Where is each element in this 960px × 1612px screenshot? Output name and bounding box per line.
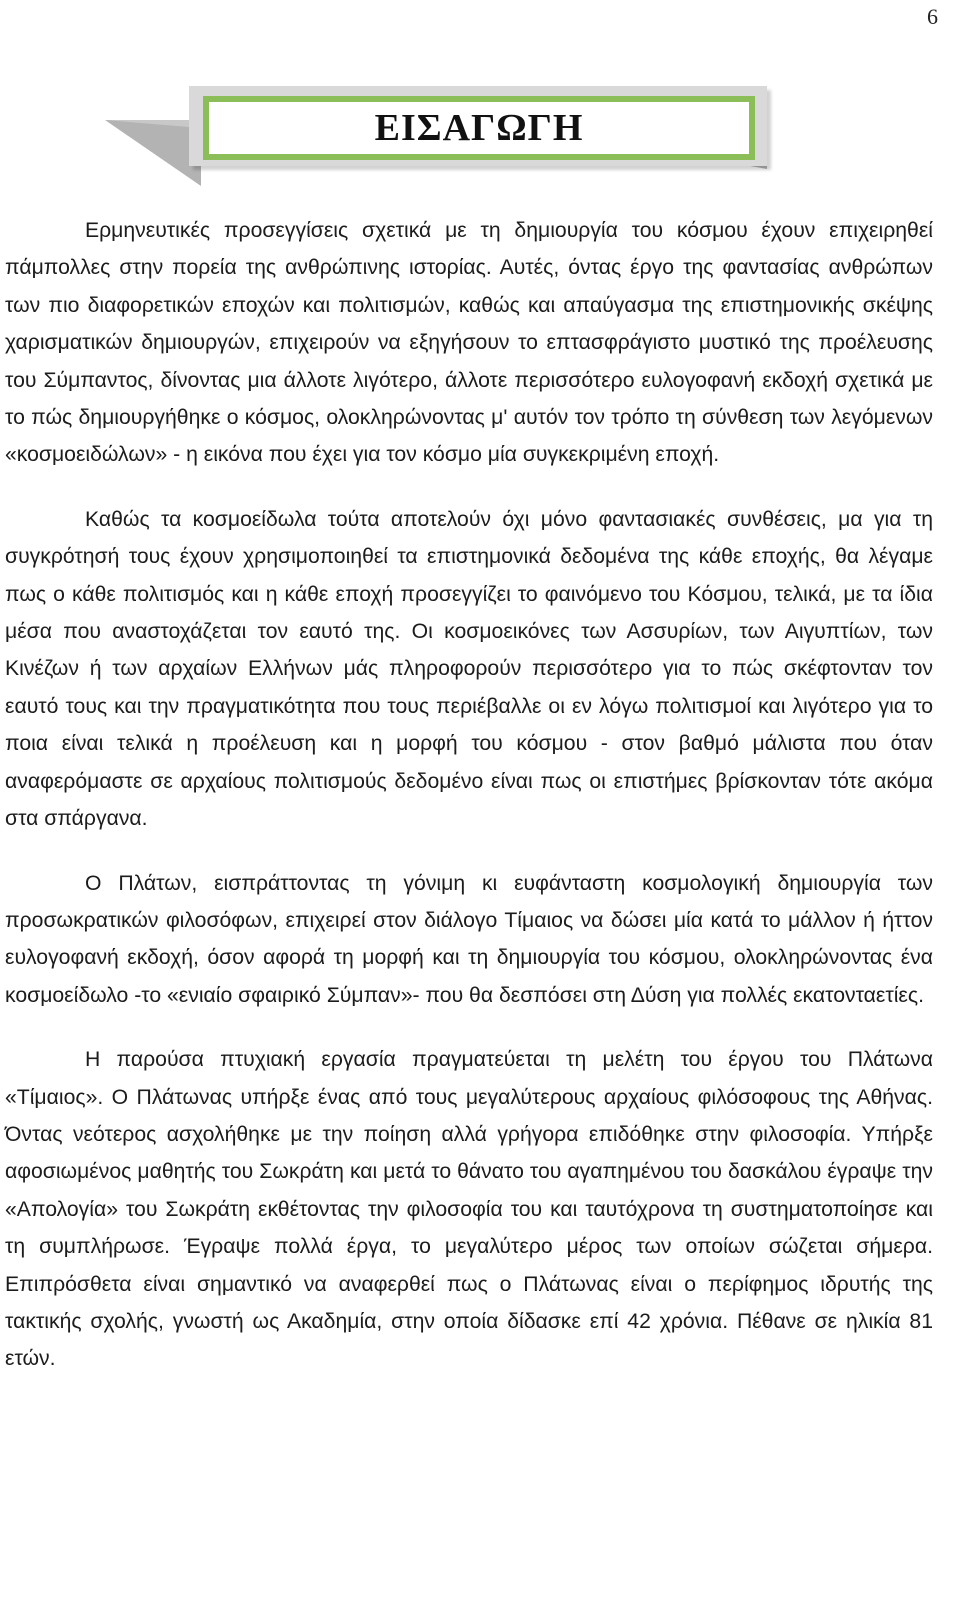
heading-inner-frame <box>203 96 755 160</box>
chapter-heading <box>105 86 795 186</box>
page-number: 6 <box>927 4 938 29</box>
paragraph-2: Καθώς τα κοσμοείδωλα τούτα αποτελούν όχι μόνο φαντασιακές συνθέσεις, μα για τη συγκρότησή τους έχουν χρησιμοποιηθεί τα επιστημονικά δεδομένα της κάθε εποχής, θα λέγαμε πως ο κάθε πολιτισμός και η κάθε εποχή προσεγγίζει το φαινόμενο του Κόσμου, τελικά, με τα ίδια μέσα που αναστοχάζεται τον εαυτό της. Οι κοσμοεικόνες των Ασσυρίων, των Αιγυπτίων, των Κινέζων ή των αρχαίων Ελλήνων μάς πληροφορούν περισσότερο για το πώς σκέφτονταν τον εαυτό τους και την πραγματικότητα που τους περιέβαλλε οι εν λόγω πολιτισμοί και λιγότερο για το ποια είναι τελικά η προέλευση και η μορφή του κόσμου - στον βαθμό μάλιστα που όταν αναφερόμαστε σε αρχαίους πολιτισμούς δεδομένο είναι πως οι επιστήμες βρίσκονταν τότε ακόμα στα σπάργανα. <box>5 507 933 831</box>
heading-frame <box>189 86 767 166</box>
paragraph-4: Η παρούσα πτυχιακή εργασία πραγματεύεται τη μελέτη του έργου του Πλάτωνα «Τίμαιος». Ο Πλάτωνας υπήρξε ένας από τους μεγαλύτερους αρχαίους φιλόσοφους της Αθήνας. Όντας νεότερος ασχολήθηκε με την ποίηση αλλά γρήγορα επιδόθηκε στην φιλοσοφία. Υπήρξε αφοσιωμένος μαθητής του Σωκράτη και μετά το θάνατο του αγαπημένου του δασκάλου έγραψε την «Απολογία» του Σωκράτη εκθέτοντας την φιλοσοφία του και ταυτόχρονα τη συστηματοποίησε και τη συμπλήρωσε. Έγραψε πολλά έργα, το μεγαλύτερο μέρος των οποίων σώζεται σήμερα. Επιπρόσθετα είναι σημαντικό να αναφερθεί πως ο Πλάτωνας είναι ο περίφημος ιδρυτής της τακτικής σχολής, γνωστή ως Ακαδημία, στην οποία δίδασκε επί 42 χρόνια. Πέθανε σε ηλικία 81 ετών. <box>5 1048 933 1371</box>
document-body <box>5 212 933 1405</box>
paragraph-3: Ο Πλάτων, εισπράττοντας τη γόνιμη κι ευφάνταστη κοσμολογική δημιουργία των προσωκρατικών φιλοσόφων, επιχειρεί στον διάλογο Τίμαιος να δώσει μία κατά το μάλλον ή ήττον ευλογοφανή εκδοχή, όσον αφορά τη μορφή και τη δημιουργία του κόσμου, ολοκληρώνοντας ένα κοσμοείδωλο -το «ενιαίο σφαιρικό Σύμπαν»- που θα δεσπόσει στη Δύση για πολλές εκατονταετίες. <box>5 871 933 1007</box>
page-title: ΕΙΣΑΓΩΓΗ <box>374 107 584 149</box>
paragraph-1: Ερμηνευτικές προσεγγίσεις σχετικά με τη δημιουργία του κόσμου έχουν επιχειρηθεί πάμπολλες στην πορεία της ανθρώπινης ιστορίας. Αυτές, όντας έργο της φαντασίας ανθρώπων των πιο διαφορετικών εποχών και πολιτισμών, καθώς και απαύγασμα της επιστημονικής σκέψης χαρισματικών δημιουργών, επιχειρούν να εξηγήσουν το επτασφράγιστο μυστικό της προέλευσης του Σύμπαντος, δίνοντας μια άλλοτε λιγότερο, άλλοτε περισσότερο ευλογοφανή εκδοχή σχετικά με το πώς δημιουργήθηκε ο κόσμος, ολοκληρώνοντας μ' αυτόν τον τρόπο τη σύνθεση των λεγόμενων «κοσμοειδώλων» - η εικόνα που έχει για τον κόσμο μία συγκεκριμένη εποχή. <box>5 219 933 467</box>
